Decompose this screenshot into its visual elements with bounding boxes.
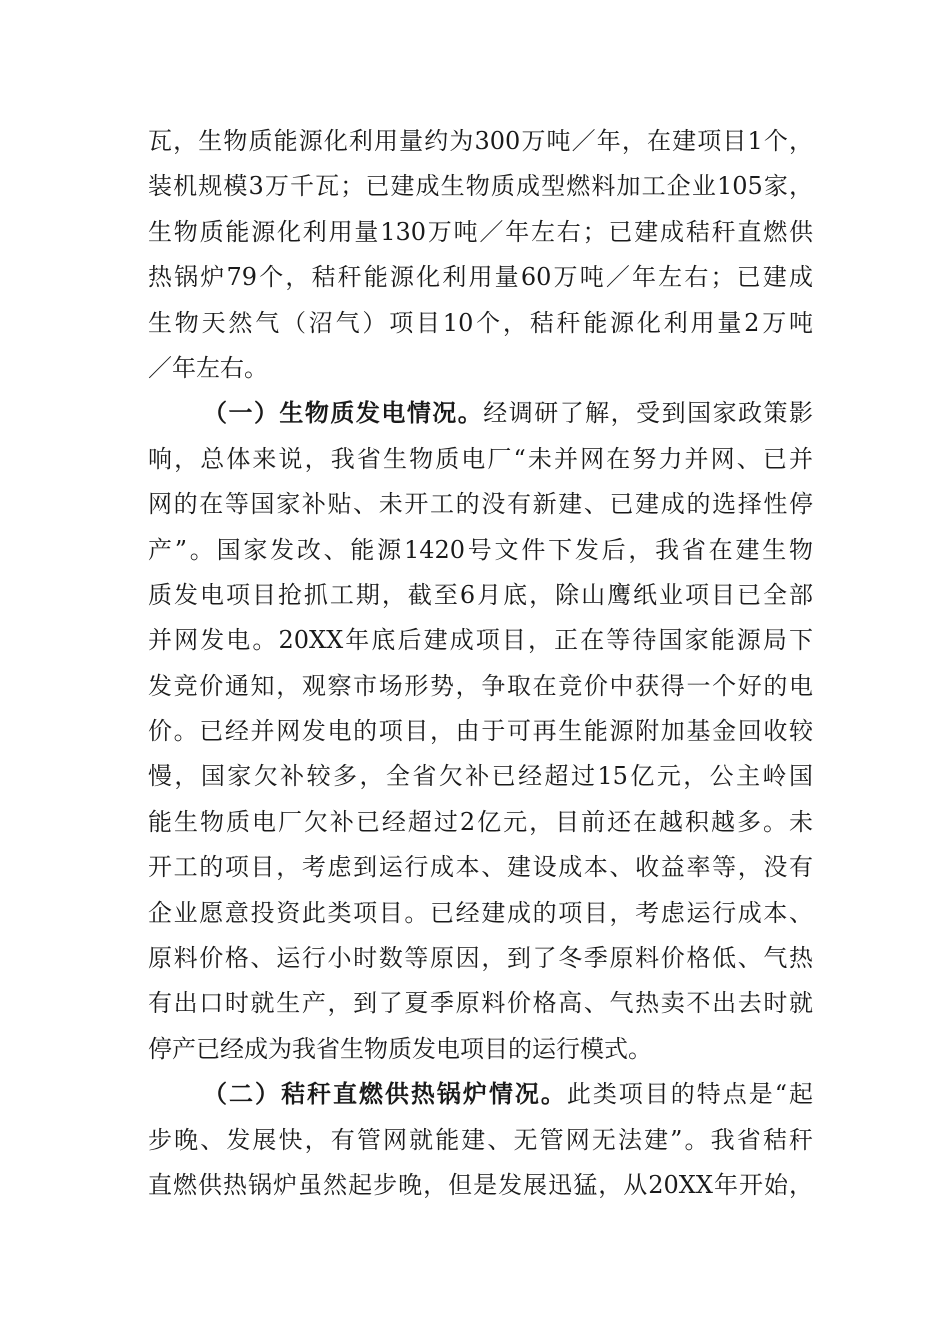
text-line: 原料价格、运行小时数等原因，到了冬季原料价格低、气热 xyxy=(148,944,813,973)
text-line: 价。已经并网发电的项目，由于可再生能源附加基金回收较 xyxy=(148,717,813,746)
text-line: 响，总体来说，我省生物质电厂“未并网在努力并网、已并 xyxy=(148,444,813,473)
text-line: 慢，国家欠补较多，全省欠补已经超过15亿元，公主岭国 xyxy=(148,762,813,791)
section-heading-straw-boiler: （二）秸秆直燃供热锅炉情况。 xyxy=(203,1080,567,1109)
text-run: 此类项目的特点是“起 xyxy=(566,1080,813,1109)
text-line: 瓦，生物质能源化利用量约为300万吨／年，在建项目1个， xyxy=(148,127,813,155)
text-line: ／年左右。 xyxy=(148,353,268,382)
text-line: 网的在等国家补贴、未开工的没有新建、已建成的选择性停 xyxy=(148,490,813,519)
text-line: 热锅炉79个，秸秆能源化利用量60万吨／年左右；已建成 xyxy=(148,263,813,292)
text-line: 质发电项目抢抓工期，截至6月底，除山鹰纸业项目已全部 xyxy=(148,580,813,609)
text-line: 并网发电。20XX年底后建成项目，正在等待国家能源局下 xyxy=(148,626,813,655)
text-line: 产”。国家发改、能源1420号文件下发后，我省在建生物 xyxy=(148,535,813,564)
paragraph-first-line xyxy=(148,1072,813,1117)
text-line: 生物质能源化利用量130万吨／年左右；已建成秸秆直燃供 xyxy=(148,217,813,246)
text-line: 开工的项目，考虑到运行成本、建设成本、收益率等，没有 xyxy=(148,853,813,882)
text-line: 步晚、发展快，有管网就能建、无管网无法建”。我省秸秆 xyxy=(148,1125,813,1154)
text-line: 有出口时就生产，到了夏季原料价格高、气热卖不出去时就 xyxy=(148,989,813,1018)
text-line: 停产已经成为我省生物质发电项目的运行模式。 xyxy=(148,1034,652,1063)
paragraph-continuation xyxy=(148,119,813,391)
paragraph-first-line xyxy=(148,391,813,436)
paragraph-biomass-power xyxy=(148,391,813,1072)
text-line: 装机规模3万千瓦；已建成生物质成型燃料加工企业105家， xyxy=(148,172,813,201)
text-line: 发竞价通知，观察市场形势，争取在竞价中获得一个好的电 xyxy=(148,671,813,700)
document-body xyxy=(148,119,813,1208)
text-run: 经调研了解，受到国家政策影 xyxy=(483,399,814,428)
text-line: 能生物质电厂欠补已经超过2亿元，目前还在越积越多。未 xyxy=(148,807,813,836)
text-line: 生物天然气（沼气）项目10个，秸秆能源化利用量2万吨 xyxy=(148,308,813,337)
text-line: 企业愿意投资此类项目。已经建成的项目，考虑运行成本、 xyxy=(148,898,813,927)
paragraph-straw-boiler xyxy=(148,1072,813,1208)
text-line: 直燃供热锅炉虽然起步晚，但是发展迅猛，从20XX年开始， xyxy=(148,1170,813,1199)
section-heading-biomass-power: （一）生物质发电情况。 xyxy=(203,399,484,428)
